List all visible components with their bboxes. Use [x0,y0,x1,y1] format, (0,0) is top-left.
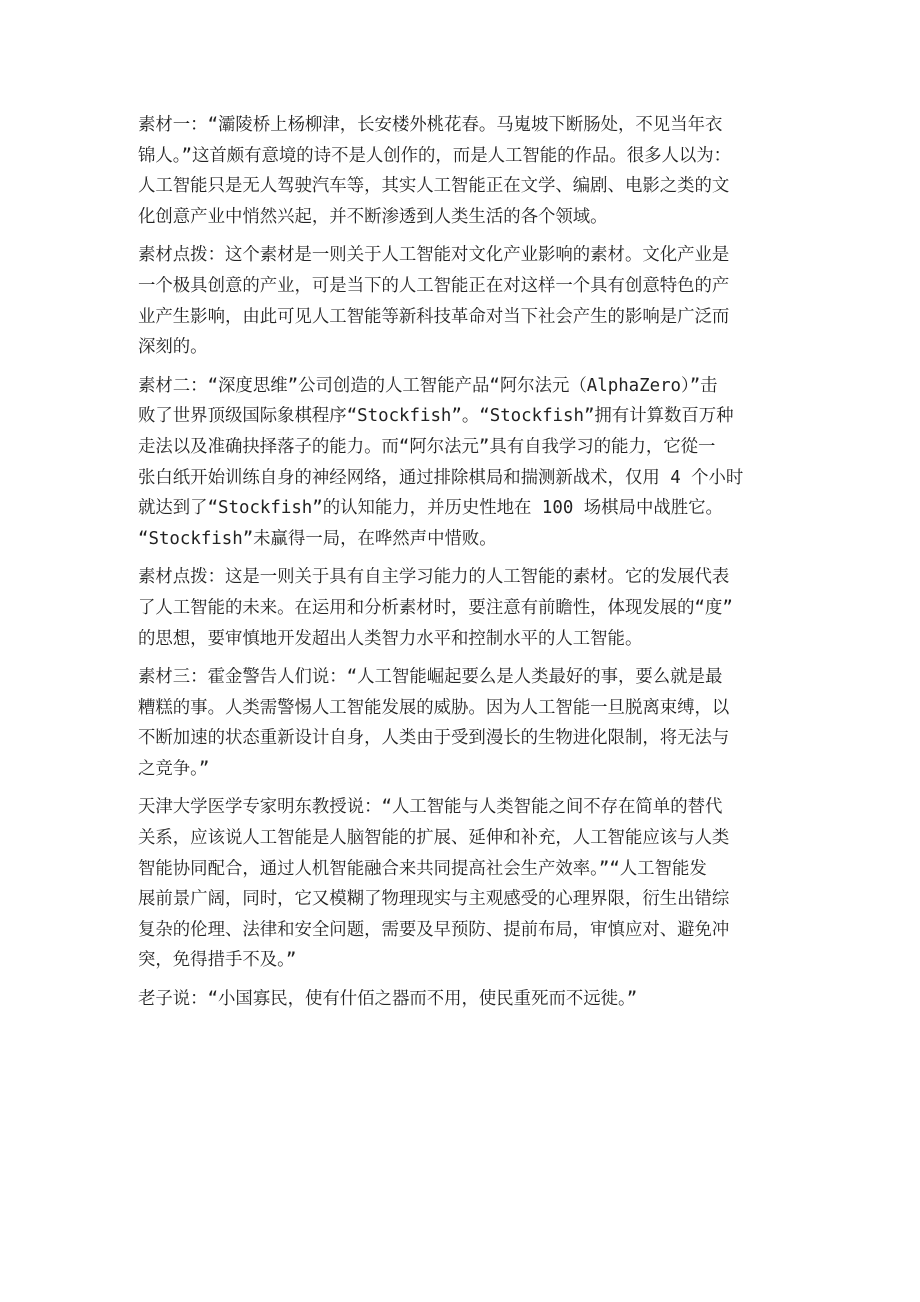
paragraph-material-one [138,110,778,232]
paragraph-tianjin-expert [138,792,778,976]
text-line: 复杂的伦理、法律和安全问题，需要及早预防、提前布局，审慎应对、避免冲 [138,919,730,940]
text-line: 素材一：“灞陵桥上杨柳津，长安楼外桃花春。马嵬坡下断肠处，不见当年衣 [138,115,723,135]
text-line: 化创意产业中悄然兴起，并不断渗透到人类生活的各个领域。 [138,206,608,227]
text-line: 天津大学医学专家明东教授说：“人工智能与人类智能之间不存在简单的替代 [138,797,723,818]
text-line: 业产生影响，由此可见人工智能等新科技革命对当下社会产生的影响是广泛而 [138,306,730,327]
text-line: 走法以及准确抉择落子的能力。而“阿尔法元”具有自我学习的能力，它從一 [138,436,716,457]
text-line: 人工智能只是无人驾驶汽车等，其实人工智能正在文学、编剧、电影之类的文 [138,176,730,197]
text-line: 素材点拨：这个素材是一则关于人工智能对文化产业影响的素材。文化产业是 [138,245,730,266]
text-line: 不断加速的状态重新设计自身，人类由于受到漫长的生物进化限制，将无法与 [138,728,730,749]
text-line: 智能协同配合，通过人机智能融合来共同提高社会生产效率。”“人工智能发 [138,858,707,879]
text-line: 就达到了“Stockfish”的认知能力，并历史性地在 100 场棋局中战胜它。 [138,498,723,519]
paragraph-material-two [138,371,778,555]
text-line: 一个极具创意的产业，可是当下的人工智能正在对这样一个具有创意特色的产 [138,275,730,296]
text-line: 突，免得措手不及。” [138,950,297,971]
text-line: 之竞争。” [138,758,210,779]
text-line: 素材二：“深度思维”公司创造的人工智能产品“阿尔法元（AlphaZero）”击 [138,375,718,396]
text-line: 了人工智能的未来。在运用和分析素材时，要注意有前瞻性，体现发展的“度” [138,597,733,618]
paragraph-commentary-two [138,562,778,654]
document-body [138,110,778,1023]
text-line: 深刻的。 [138,337,208,358]
text-line: 败了世界顶级国际象棋程序“Stockfish”。“Stockfish”拥有计算数百万种 [138,406,734,427]
text-line: 张白纸开始训练自身的神经网络，通过排除棋局和揣测新战术，仅用 4 个小时 [138,467,744,488]
text-line: 关系，应该说人工智能是人脑智能的扩展、延伸和补充，人工智能应该与人类 [138,828,730,849]
text-line: 的思想，要审慎地开发超出人类智力水平和控制水平的人工智能。 [138,628,643,649]
paragraph-material-three [138,662,778,784]
text-line: 素材三：霍金警告人们说：“人工智能崛起要么是人类最好的事，要么就是最 [138,667,723,688]
paragraph-laozi-quote [138,984,778,1015]
text-line: 锦人。”这首颇有意境的诗不是人创作的，而是人工智能的作品。很多人以为： [138,145,732,166]
text-line: “Stockfish”未赢得一局，在哗然声中惜败。 [138,528,497,549]
text-line: 展前景广阔，同时，它又模糊了物理现实与主观感受的心理界限，衍生出错综 [138,889,730,910]
text-line: 老子说：“小国寡民，使有什佰之器而不用，使民重死而不远徙。” [138,989,638,1010]
text-line: 素材点拨：这是一则关于具有自主学习能力的人工智能的素材。它的发展代表 [138,567,730,588]
text-line: 糟糕的事。人类需警惕人工智能发展的威胁。因为人工智能一旦脱离束缚，以 [138,697,730,718]
paragraph-commentary-one [138,240,778,362]
